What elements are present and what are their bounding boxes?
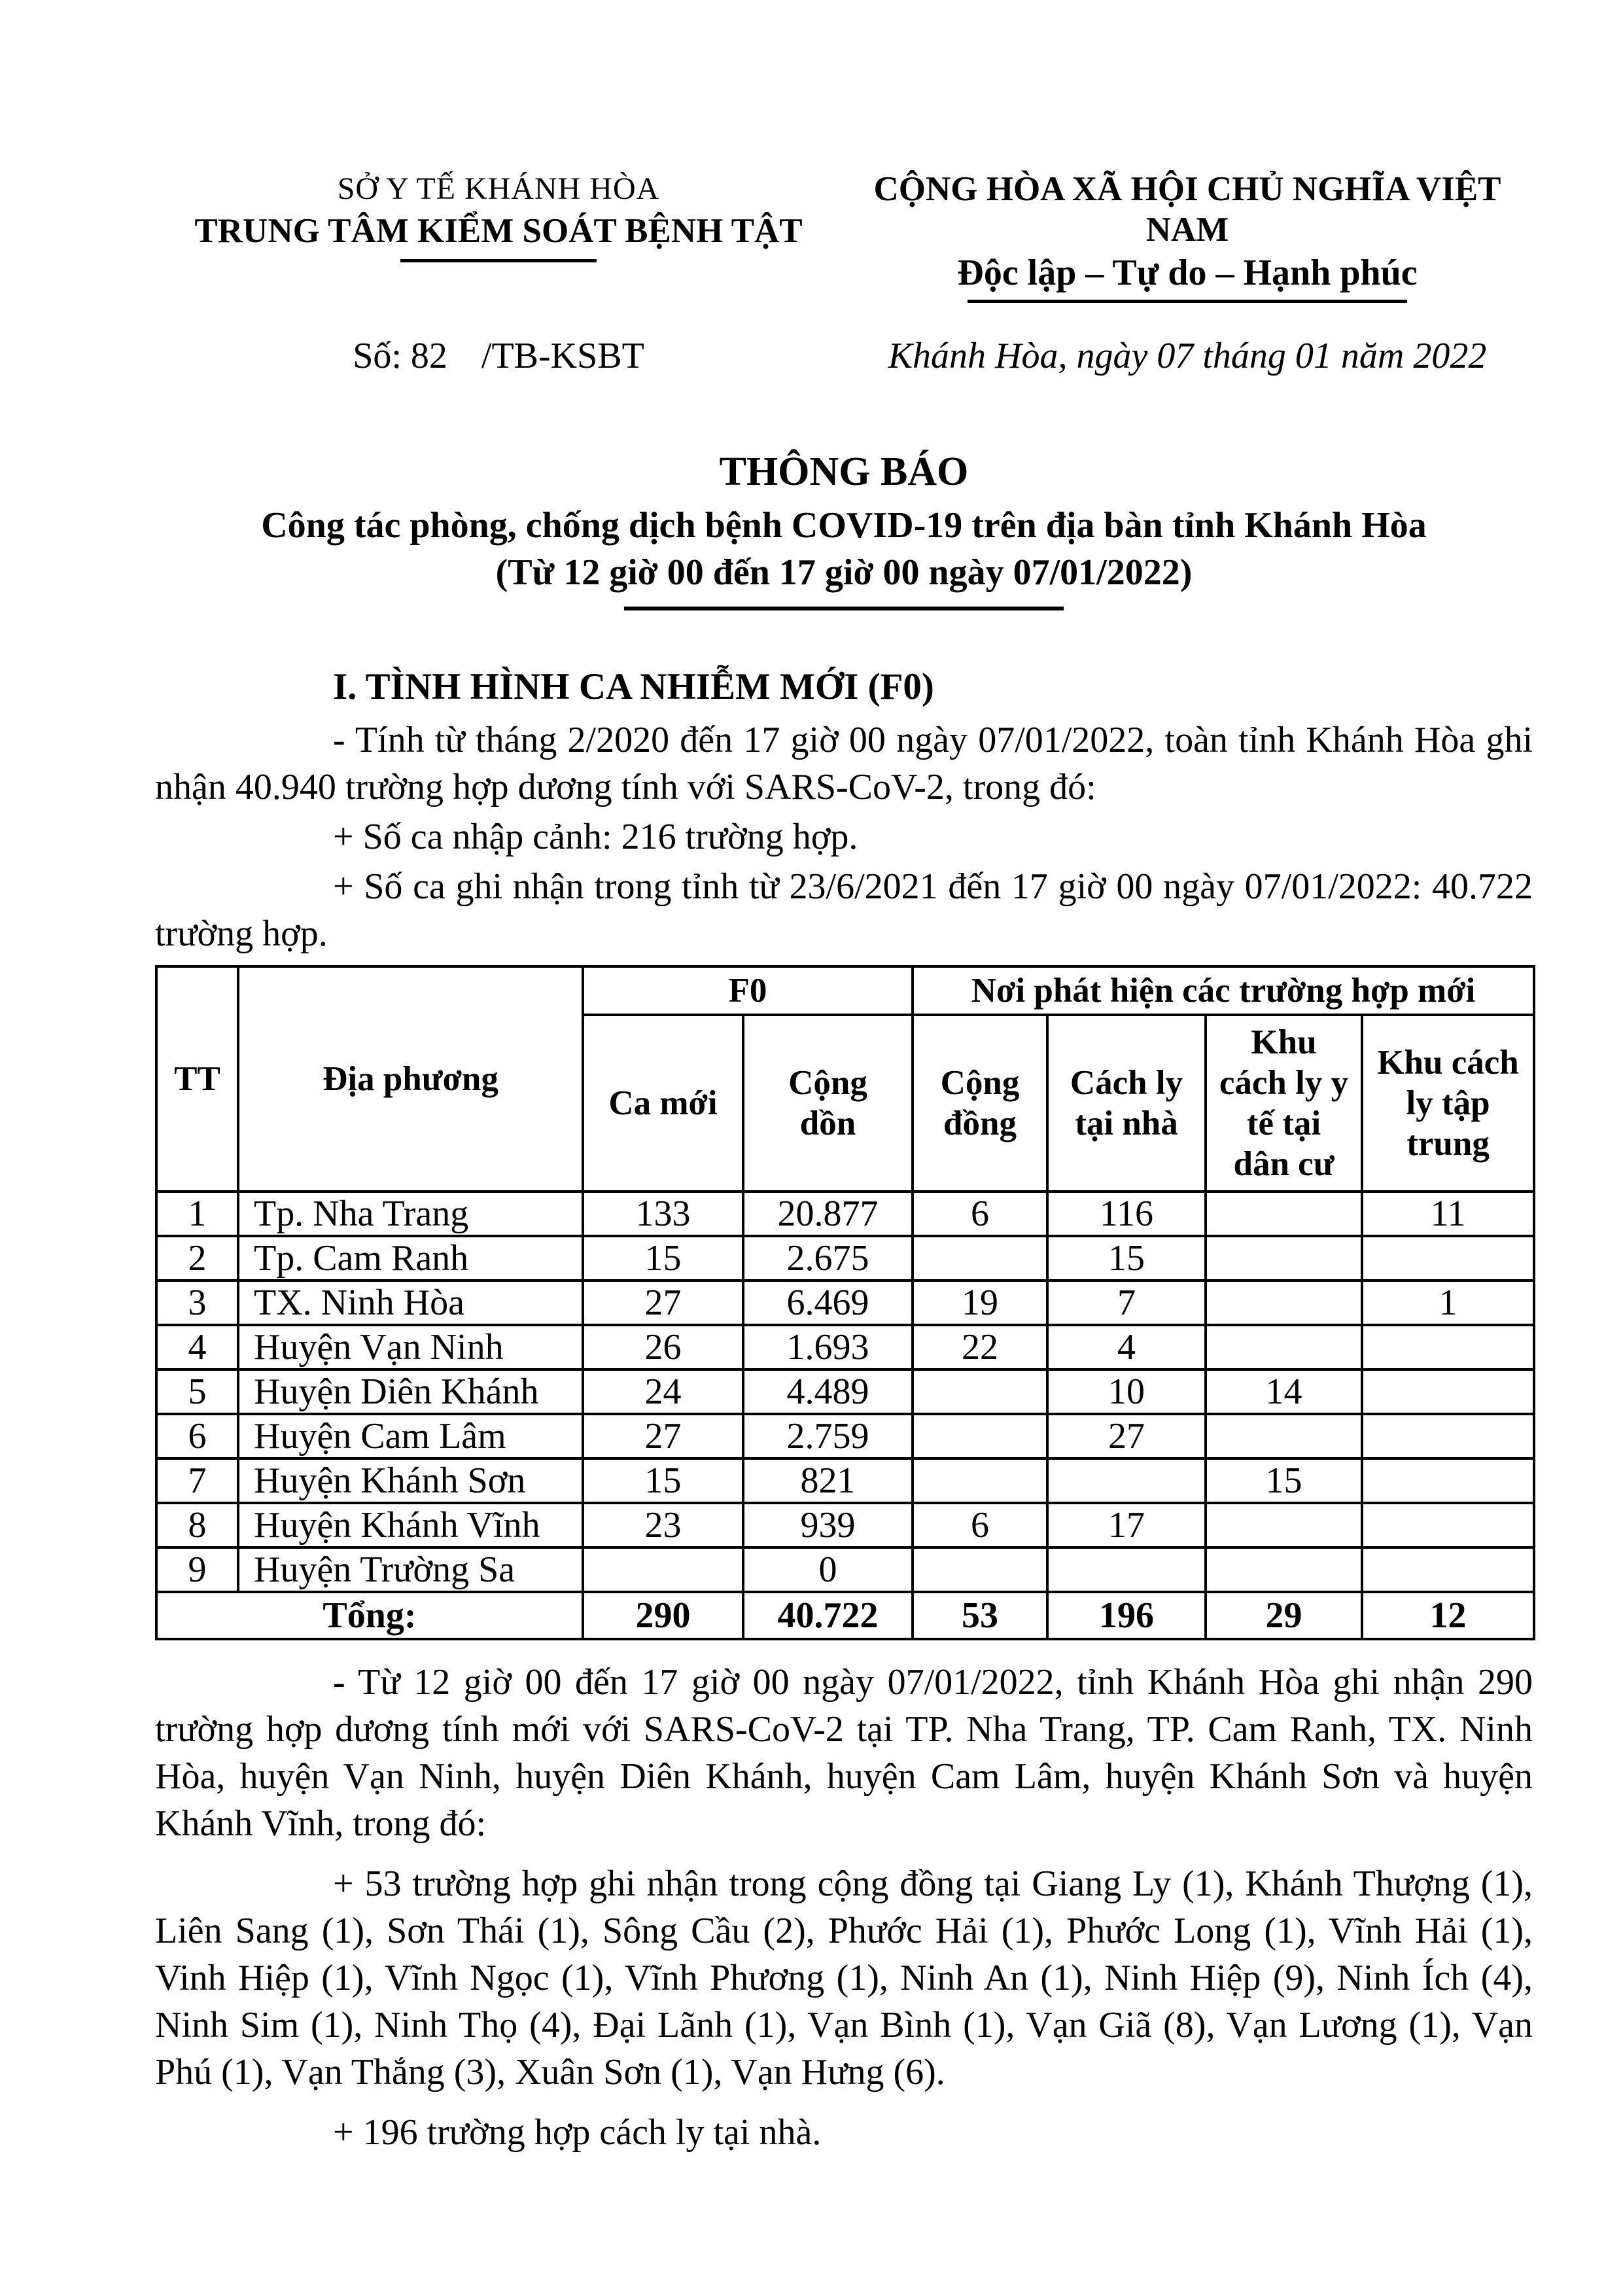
cell-cong-don: 821: [743, 1458, 913, 1503]
title-period: (Từ 12 giờ 00 đến 17 giờ 00 ngày 07/01/2022): [495, 552, 1193, 593]
covid-statistics-table: [155, 965, 1535, 1640]
issuer-parent-name: SỞ Y TẾ KHÁNH HÒA: [337, 171, 660, 206]
national-motto-line1: CỘNG HÒA XÃ HỘI CHỦ NGHĨA VIỆT NAM: [873, 170, 1501, 249]
cell-cong-don: 2.759: [743, 1414, 913, 1458]
total-cach-ly-tai-nha: 196: [1047, 1592, 1206, 1639]
cell-cong-don: 2.675: [743, 1236, 913, 1280]
cell-tt: 9: [156, 1547, 238, 1592]
cell-ca-moi: 24: [583, 1369, 743, 1414]
table-total-row: [156, 1592, 1534, 1639]
cell-cong-don: 1.693: [743, 1325, 913, 1369]
national-motto-line2: Độc lập – Tự do – Hạnh phúc: [957, 253, 1418, 293]
paragraph-local-cases: + Số ca ghi nhận trong tỉnh từ 23/6/2021 đến 17 giờ 00 ngày 07/01/2022: 40.722 trường hợp.: [155, 866, 1533, 954]
cell-ca-moi: 15: [583, 1458, 743, 1503]
cell-cong-don: 939: [743, 1503, 913, 1547]
table-foot: [156, 1592, 1534, 1639]
cell-dia-phuong: Huyện Khánh Sơn: [238, 1458, 583, 1503]
cell-tt: 3: [156, 1280, 238, 1325]
cell-cach-ly-tai-nha: 17: [1047, 1503, 1206, 1547]
col-header-cong-dong: Cộng đồng: [913, 1015, 1047, 1192]
cell-khu-cach-ly-y-te: [1206, 1414, 1362, 1458]
cell-cach-ly-tai-nha: [1047, 1547, 1206, 1592]
table-row: [156, 1236, 1534, 1280]
cell-tt: 1: [156, 1192, 238, 1236]
cell-dia-phuong: Huyện Khánh Vĩnh: [238, 1503, 583, 1547]
cell-ca-moi: 23: [583, 1503, 743, 1547]
cell-khu-cach-ly-y-te: [1206, 1236, 1362, 1280]
cell-khu-cach-ly-tap-trung: [1362, 1369, 1534, 1414]
cell-khu-cach-ly-tap-trung: [1362, 1458, 1534, 1503]
cell-khu-cach-ly-y-te: 15: [1206, 1458, 1362, 1503]
cell-ca-moi: 15: [583, 1236, 743, 1280]
cell-dia-phuong: Huyện Diên Khánh: [238, 1369, 583, 1414]
table-row: [156, 1325, 1534, 1369]
cell-cong-dong: 6: [913, 1503, 1047, 1547]
cell-cach-ly-tai-nha: [1047, 1458, 1206, 1503]
col-header-cong-don: Cộng dồn: [743, 1015, 913, 1192]
cell-tt: 8: [156, 1503, 238, 1547]
cell-khu-cach-ly-y-te: 14: [1206, 1369, 1362, 1414]
motto-underline: [968, 300, 1407, 303]
cell-khu-cach-ly-y-te: [1206, 1547, 1362, 1592]
total-cong-don: 40.722: [743, 1592, 913, 1639]
cell-cong-dong: [913, 1236, 1047, 1280]
cell-cach-ly-tai-nha: 116: [1047, 1192, 1206, 1236]
cell-cong-dong: 22: [913, 1325, 1047, 1369]
col-group-noi-phat-hien: Nơi phát hiện các trường hợp mới: [913, 966, 1534, 1015]
paragraph-home-isolation-cases: + 196 trường hợp cách ly tại nhà.: [333, 2112, 822, 2153]
cell-dia-phuong: TX. Ninh Hòa: [238, 1280, 583, 1325]
cell-khu-cach-ly-y-te: [1206, 1503, 1362, 1547]
cell-cong-don: 4.489: [743, 1369, 913, 1414]
total-khu-cach-ly-y-te: 29: [1206, 1592, 1362, 1639]
cell-cong-don: 0: [743, 1547, 913, 1592]
cell-ca-moi: 133: [583, 1192, 743, 1236]
cell-tt: 5: [156, 1369, 238, 1414]
col-header-tt: TT: [156, 966, 238, 1192]
col-header-khu-cach-ly-tap-trung: Khu cách ly tập trung: [1362, 1015, 1534, 1192]
table-body: [156, 1192, 1534, 1592]
col-header-khu-cach-ly-y-te: Khu cách ly y tế tại dân cư: [1206, 1015, 1362, 1192]
document-number: [155, 333, 842, 379]
cell-cong-dong: 19: [913, 1280, 1047, 1325]
table-row: [156, 1369, 1534, 1414]
paragraph-new-cases-summary: - Từ 12 giờ 00 đến 17 giờ 00 ngày 07/01/2022, tỉnh Khánh Hòa ghi nhận 290 trường hợp dương tính mới với SARS-CoV-2 tại TP. Nha Trang, TP. Cam Ranh, TX. Ninh Hòa, huyện Vạn Ninh, huyện Diên Khánh, huyện Cam Lâm, huyện Khánh Sơn và huyện Khánh Vĩnh, trong đó:: [155, 1662, 1533, 1844]
issuer-block: [155, 169, 842, 303]
cell-tt: 4: [156, 1325, 238, 1369]
cell-ca-moi: [583, 1547, 743, 1592]
cell-cong-dong: [913, 1458, 1047, 1503]
cell-ca-moi: 26: [583, 1325, 743, 1369]
cell-dia-phuong: Tp. Nha Trang: [238, 1192, 583, 1236]
cell-dia-phuong: Huyện Vạn Ninh: [238, 1325, 583, 1369]
total-khu-cach-ly-tap-trung: 12: [1362, 1592, 1534, 1639]
table-row: [156, 1458, 1534, 1503]
cell-tt: 2: [156, 1236, 238, 1280]
title-main: THÔNG BÁO: [719, 450, 969, 494]
col-header-cach-ly-tai-nha: Cách ly tại nhà: [1047, 1015, 1206, 1192]
cell-tt: 6: [156, 1414, 238, 1458]
cell-khu-cach-ly-y-te: [1206, 1192, 1362, 1236]
cell-cong-dong: [913, 1414, 1047, 1458]
table-row: [156, 1503, 1534, 1547]
cell-cach-ly-tai-nha: 15: [1047, 1236, 1206, 1280]
cell-dia-phuong: Tp. Cam Ranh: [238, 1236, 583, 1280]
cell-cach-ly-tai-nha: 10: [1047, 1369, 1206, 1414]
title-block: [155, 447, 1533, 610]
cell-cach-ly-tai-nha: 7: [1047, 1280, 1206, 1325]
national-block: [842, 169, 1533, 303]
cell-ca-moi: 27: [583, 1414, 743, 1458]
table-row: [156, 1547, 1534, 1592]
cell-khu-cach-ly-tap-trung: [1362, 1236, 1534, 1280]
cell-cach-ly-tai-nha: 27: [1047, 1414, 1206, 1458]
cell-dia-phuong: Huyện Trường Sa: [238, 1547, 583, 1592]
paragraph-community-cases: + 53 trường hợp ghi nhận trong cộng đồng tại Giang Ly (1), Khánh Thượng (1), Liên Sang (1), Sơn Thái (1), Sông Cầu (2), Phước Hải (1), Phước Long (1), Vĩnh Hải (1), Vinh Hiệp (1), Vĩnh Ngọc (1), Vĩnh Phương (1), Ninh An (1), Ninh Hiệp (9), Ninh Ích (4), Ninh Sim (1), Ninh Thọ (4), Đại Lãnh (1), Vạn Bình (1), Vạn Giã (8), Vạn Lương (1), Vạn Phú (1), Vạn Thắng (3), Xuân Sơn (1), Vạn Hưng (6).: [155, 1863, 1533, 2093]
cell-cach-ly-tai-nha: 4: [1047, 1325, 1206, 1369]
title-underline: [624, 607, 1064, 610]
document-header: [155, 169, 1533, 303]
cell-khu-cach-ly-tap-trung: 11: [1362, 1192, 1534, 1236]
cell-khu-cach-ly-y-te: [1206, 1280, 1362, 1325]
section1-heading: I. TÌNH HÌNH CA NHIỄM MỚI (F0): [333, 666, 934, 707]
cell-khu-cach-ly-tap-trung: [1362, 1547, 1534, 1592]
cell-cong-dong: [913, 1547, 1047, 1592]
cell-khu-cach-ly-tap-trung: [1362, 1503, 1534, 1547]
cell-cong-dong: 6: [913, 1192, 1047, 1236]
table-header-row-1: [156, 966, 1534, 1015]
cell-tt: 7: [156, 1458, 238, 1503]
table-head: [156, 966, 1534, 1192]
issuer-underline: [400, 259, 597, 262]
col-header-ca-moi: Ca mới: [583, 1015, 743, 1192]
document-number-code: /TB-KSBT: [481, 336, 644, 376]
place-date: Khánh Hòa, ngày 07 tháng 01 năm 2022: [888, 336, 1487, 376]
cell-khu-cach-ly-y-te: [1206, 1325, 1362, 1369]
table-row: [156, 1414, 1534, 1458]
title-subject: Công tác phòng, chống dịch bệnh COVID-19 trên địa bàn tỉnh Khánh Hòa: [261, 505, 1427, 546]
table-row: [156, 1280, 1534, 1325]
number-date-row: [155, 333, 1533, 379]
col-header-dia-phuong: Địa phương: [238, 966, 583, 1192]
table-row: [156, 1192, 1534, 1236]
cell-cong-dong: [913, 1369, 1047, 1414]
cell-khu-cach-ly-tap-trung: [1362, 1325, 1534, 1369]
issuer-name: TRUNG TÂM KIỂM SOÁT BỆNH TẬT: [194, 212, 803, 250]
total-ca-moi: 290: [583, 1592, 743, 1639]
paragraph-imported-cases: + Số ca nhập cảnh: 216 trường hợp.: [333, 817, 858, 857]
cell-khu-cach-ly-tap-trung: 1: [1362, 1280, 1534, 1325]
cell-ca-moi: 27: [583, 1280, 743, 1325]
cell-cong-don: 6.469: [743, 1280, 913, 1325]
cell-cong-don: 20.877: [743, 1192, 913, 1236]
total-label: Tổng:: [156, 1592, 583, 1639]
document-content: [155, 169, 1533, 2156]
total-cong-dong: 53: [913, 1592, 1047, 1639]
col-group-f0: F0: [583, 966, 913, 1015]
cell-khu-cach-ly-tap-trung: [1362, 1414, 1534, 1458]
document-number-label: Số: 82: [353, 336, 447, 376]
cell-dia-phuong: Huyện Cam Lâm: [238, 1414, 583, 1458]
paragraph-cumulative: - Tính từ tháng 2/2020 đến 17 giờ 00 ngày 07/01/2022, toàn tỉnh Khánh Hòa ghi nhận 40.940 trường hợp dương tính với SARS-CoV-2, trong đó:: [155, 720, 1533, 807]
